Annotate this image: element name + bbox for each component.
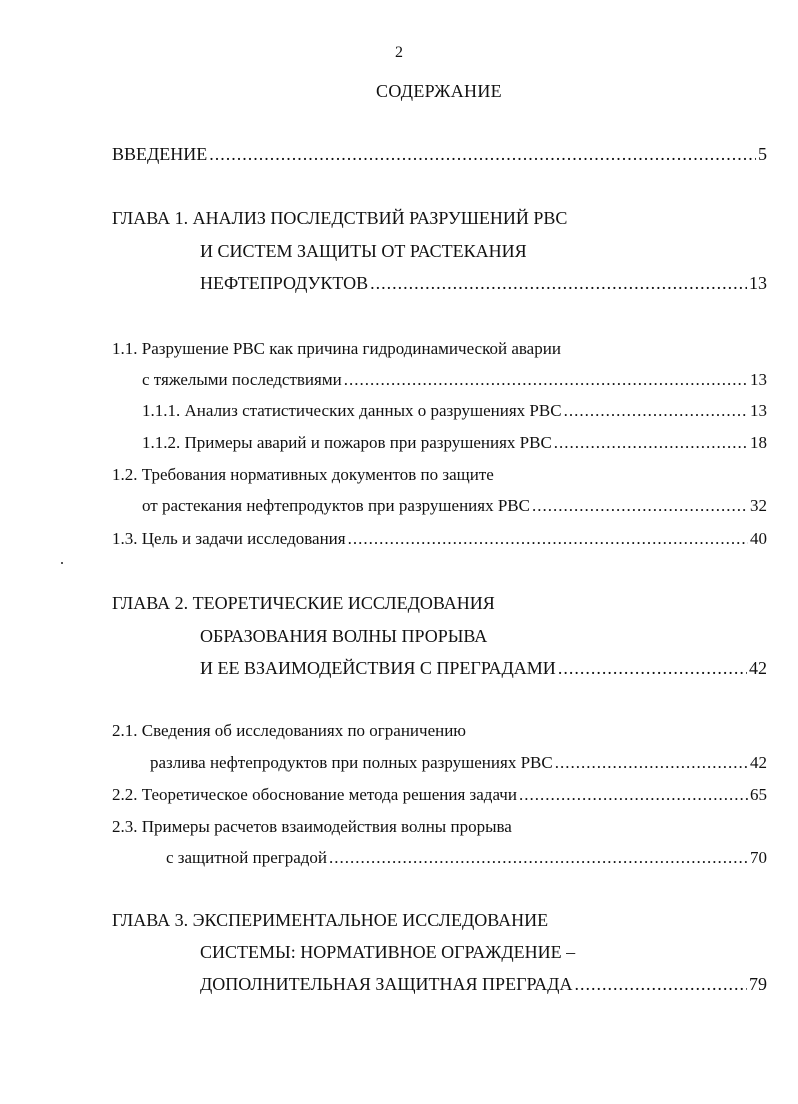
leader-dots [519,783,748,807]
toc-entry-text: ОБРАЗОВАНИЯ ВОЛНЫ ПРОРЫВА [200,626,488,646]
toc-entry-text: 1.1.1. Анализ статистических данных о разрушениях РВС [142,401,562,420]
leader-dots [209,142,756,166]
toc-section-1-2-line-2[interactable] [142,494,767,518]
toc-section-1-1-1[interactable] [142,399,767,423]
toc-page-number: 42 [749,658,767,678]
toc-entry-text: 1.1.2. Примеры аварий и пожаров при разрушениях РВС [142,433,552,452]
toc-entry-text: И ЕЕ ВЗАИМОДЕЙСТВИЯ С ПРЕГРАДАМИ [200,658,556,678]
toc-page-number: 13 [750,370,767,389]
toc-entry-text: 1.3. Цель и задачи исследования [112,529,346,548]
toc-entry-text: НЕФТЕПРОДУКТОВ [200,273,369,293]
toc-chapter-3-line-3[interactable] [200,972,767,996]
leader-dots [558,656,747,680]
toc-entry-text: с защитной преградой [166,848,328,867]
toc-entry-text: ВВЕДЕНИЕ [112,144,208,164]
toc-chapter-1-line-3[interactable] [200,271,767,295]
toc-section-2-1-line-1[interactable] [112,719,466,743]
leader-dots [564,399,748,423]
toc-entry-text: разлива нефтепродуктов при полных разрушениях РВС [150,753,553,772]
toc-section-2-1-line-2[interactable] [150,751,767,775]
leader-dots [574,972,747,996]
toc-entry-text: ГЛАВА 1. АНАЛИЗ ПОСЛЕДСТВИЙ РАЗРУШЕНИЙ РВС [112,208,568,228]
toc-section-2-3-line-2[interactable] [166,846,767,870]
toc-section-2-3-line-1[interactable] [112,815,512,839]
toc-page-number: 42 [750,753,767,772]
toc-entry-text: 2.3. Примеры расчетов взаимодействия волны прорыва [112,817,512,836]
toc-entry-text: И СИСТЕМ ЗАЩИТЫ ОТ РАСТЕКАНИЯ [200,241,527,261]
toc-section-1-3[interactable] [112,527,767,551]
toc-entry-text: ГЛАВА 2. ТЕОРЕТИЧЕСКИЕ ИССЛЕДОВАНИЯ [112,593,495,613]
toc-section-1-1-line-2[interactable] [142,368,767,392]
toc-entry-text: 2.1. Сведения об исследованиях по ограничению [112,721,467,740]
toc-entry-text: с тяжелыми последствиями [142,370,342,389]
toc-chapter-1-line-2[interactable] [200,239,527,263]
toc-section-2-2[interactable] [112,783,767,807]
toc-chapter-2-line-1[interactable] [112,591,495,615]
toc-chapter-2-line-2[interactable] [200,624,487,648]
toc-page-number: 32 [750,496,767,515]
toc-section-1-1-line-1[interactable] [112,337,561,361]
toc-chapter-3-line-2[interactable] [200,940,575,964]
toc-entry-text: от растекания нефтепродуктов при разрушениях РВС [142,496,530,515]
toc-page-number: 13 [749,273,767,293]
toc-page-number: 40 [750,529,767,548]
toc-chapter-1-line-1[interactable] [112,206,567,230]
toc-page-number: 70 [750,848,767,867]
toc-page-number: 79 [749,974,767,994]
toc-entry-text: 2.2. Теоретическое обоснование метода решения задачи [112,785,517,804]
toc-section-1-2-line-1[interactable] [112,463,494,487]
page-number: 2 [395,44,403,61]
toc-entry-text: 1.2. Требования нормативных документов по защите [112,465,494,484]
leader-dots [370,271,747,295]
leader-dots [555,751,748,775]
toc-entry-text: ДОПОЛНИТЕЛЬНАЯ ЗАЩИТНАЯ ПРЕГРАДА [200,974,573,994]
toc-page-number: 18 [750,433,767,452]
leader-dots [329,846,748,870]
scan-speck [61,562,63,564]
toc-entry-text: 1.1. Разрушение РВС как причина гидродинамической аварии [112,339,561,358]
leader-dots [532,494,748,518]
toc-page-number: 65 [750,785,767,804]
toc-section-1-1-2[interactable] [142,431,767,455]
toc-chapter-2-line-3[interactable] [200,656,767,680]
leader-dots [554,431,748,455]
toc-page-number: 13 [750,401,767,420]
toc-entry-intro[interactable] [112,142,767,166]
leader-dots [348,527,748,551]
leader-dots [344,368,748,392]
toc-page-number: 5 [758,144,767,164]
toc-entry-text: ГЛАВА 3. ЭКСПЕРИМЕНТАЛЬНОЕ ИССЛЕДОВАНИЕ [112,910,549,930]
toc-heading: СОДЕРЖАНИЕ [376,81,502,101]
toc-entry-text: СИСТЕМЫ: НОРМАТИВНОЕ ОГРАЖДЕНИЕ – [200,942,576,962]
toc-chapter-3-line-1[interactable] [112,908,548,932]
